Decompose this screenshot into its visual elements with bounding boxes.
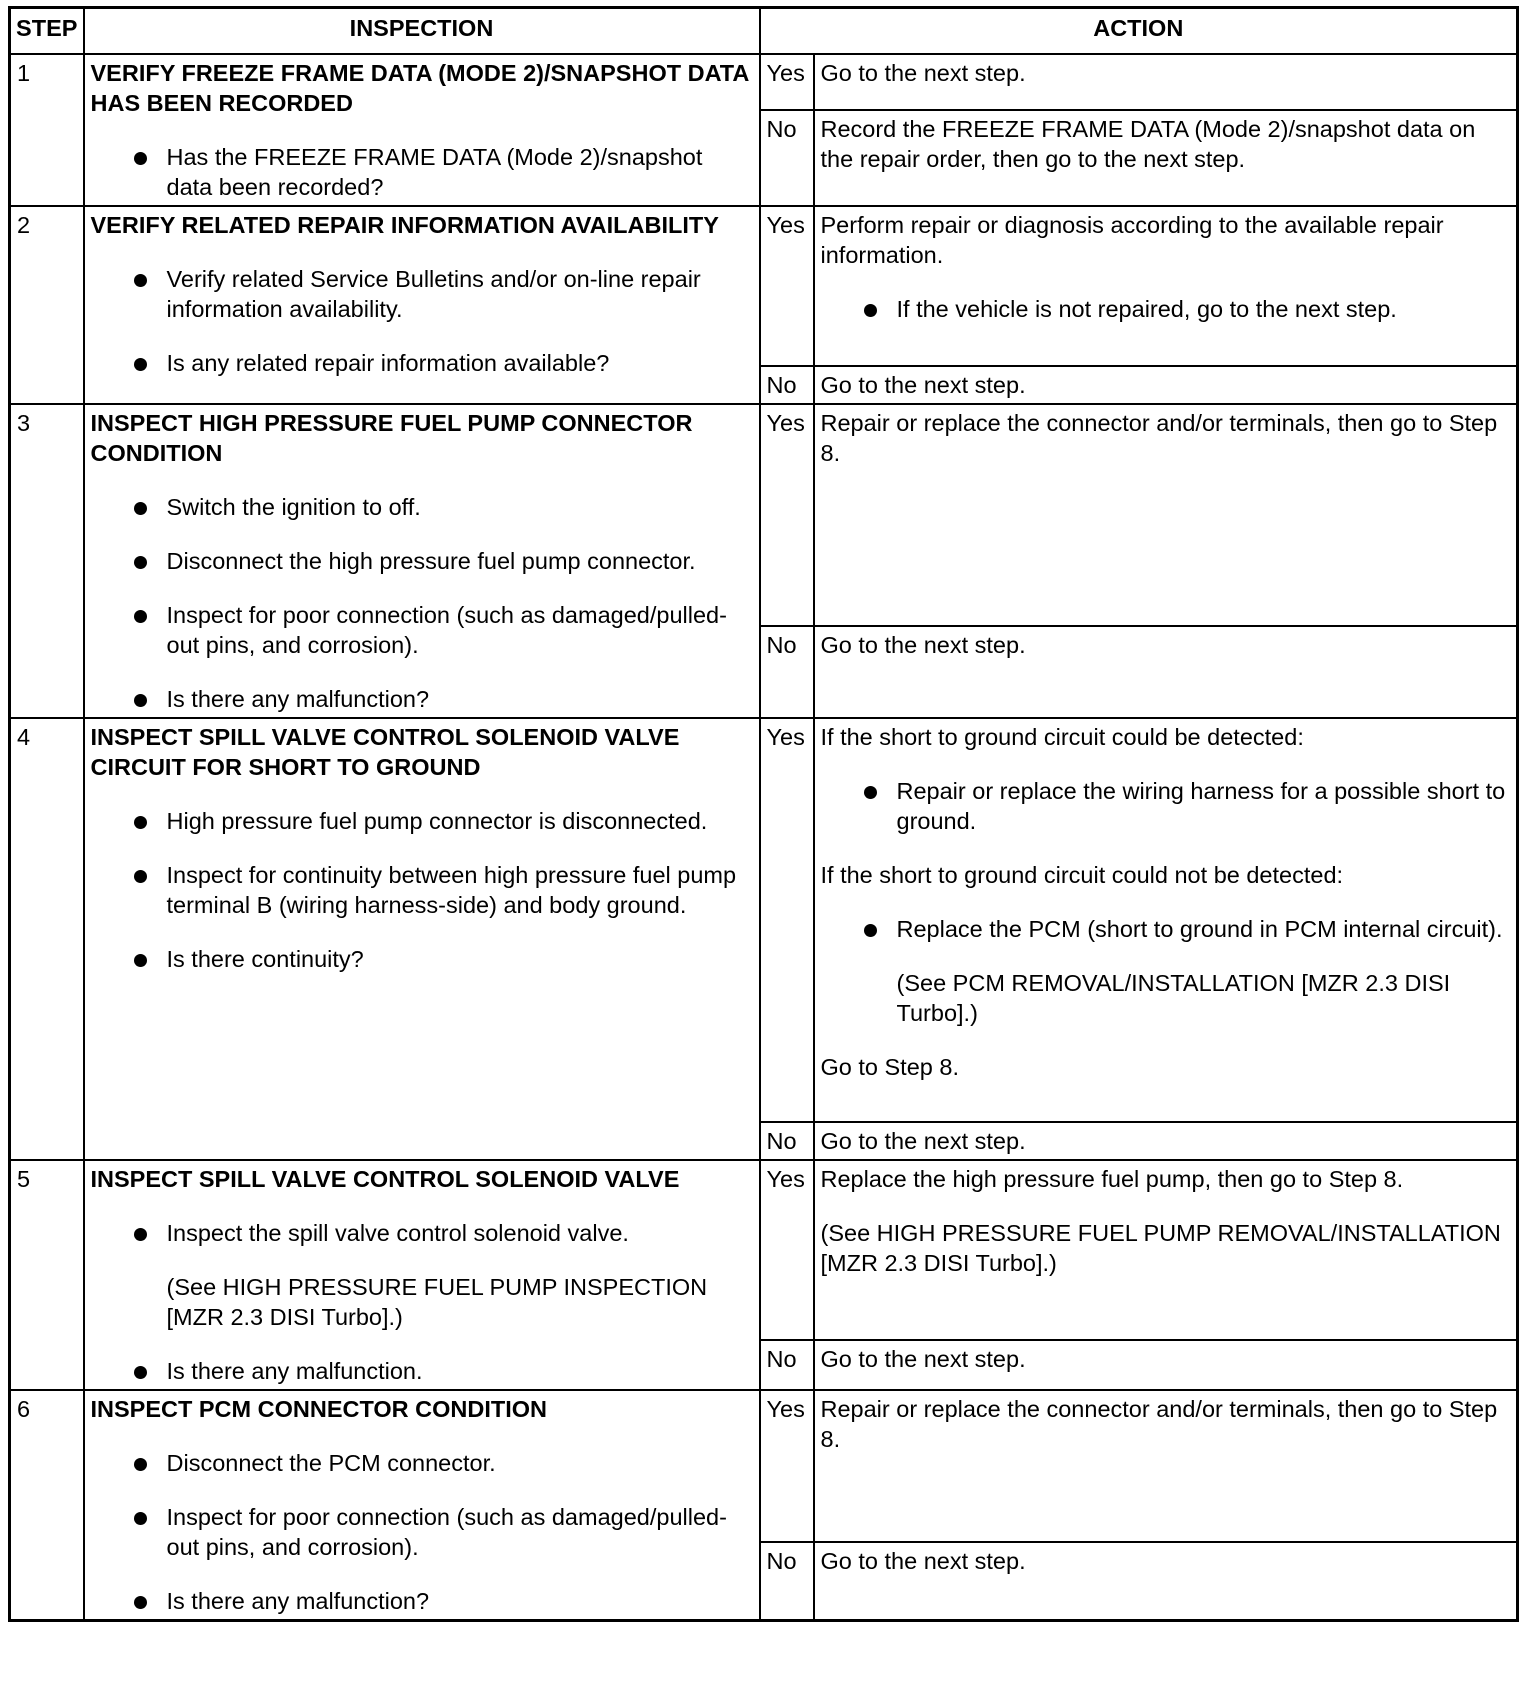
step-3-yes-row: [10, 404, 1518, 626]
yes-action-text: Perform repair or diagnosis according to the available repair information.: [820, 212, 1444, 268]
no-label: No: [760, 110, 814, 206]
step-4-yes-row: [10, 718, 1518, 1122]
yes-action: [814, 718, 1518, 1122]
diagnostic-table: [8, 6, 1519, 1622]
header-inspection: INSPECTION: [84, 8, 760, 55]
step-inspection: [84, 54, 760, 206]
inspection-bullets: [91, 1448, 753, 1616]
inspection-bullets: [91, 1356, 753, 1386]
reference-text: (See HIGH PRESSURE FUEL PUMP INSPECTION [MZR 2.3 DISI Turbo].): [166, 1274, 708, 1330]
inspection-bullet: Inspect for poor connection (such as damaged/pulled-out pins, and corrosion).: [91, 1502, 753, 1562]
step-inspection: [84, 404, 760, 718]
yes-label: Yes: [760, 718, 814, 1122]
inspection-bullet: Inspect for continuity between high pressure fuel pump terminal B (wiring harness-side) and body ground.: [91, 860, 753, 920]
step-inspection: [84, 1160, 760, 1390]
action-bullet: Replace the PCM (short to ground in PCM internal circuit).: [821, 914, 1511, 944]
inspection-bullet: Disconnect the PCM connector.: [91, 1448, 753, 1478]
header-step: STEP: [10, 8, 84, 55]
step-number: 2: [10, 206, 84, 404]
step-number: 5: [10, 1160, 84, 1390]
step-title: INSPECT SPILL VALVE CONTROL SOLENOID VALVE: [90, 1166, 680, 1192]
step-2-yes-row: [10, 206, 1518, 366]
step-number: 4: [10, 718, 84, 1160]
no-label: No: [760, 1340, 814, 1390]
yes-action-text: Replace the high pressure fuel pump, then go to Step 8.: [820, 1166, 1404, 1192]
reference-text: (See PCM REMOVAL/INSTALLATION [MZR 2.3 DISI Turbo].): [896, 970, 1451, 1026]
yes-label: Yes: [760, 1160, 814, 1340]
no-action: Go to the next step.: [814, 626, 1518, 718]
inspection-bullet: Disconnect the high pressure fuel pump connector.: [91, 546, 753, 576]
no-action: Go to the next step.: [814, 366, 1518, 404]
step-6-yes-row: [10, 1390, 1518, 1542]
step-number: 6: [10, 1390, 84, 1621]
action-bullets: [821, 914, 1511, 944]
inspection-bullets: [91, 142, 753, 202]
action-bullets: [821, 294, 1511, 324]
reference-text: (See HIGH PRESSURE FUEL PUMP REMOVAL/INSTALLATION [MZR 2.3 DISI Turbo].): [820, 1220, 1501, 1276]
action-bullet: If the vehicle is not repaired, go to the next step.: [821, 294, 1511, 324]
yes-action: [814, 206, 1518, 366]
inspection-bullet: Is any related repair information available?: [91, 348, 753, 378]
no-action: Go to the next step.: [814, 1542, 1518, 1621]
inspection-bullets: [91, 264, 753, 378]
inspection-bullets: [91, 806, 753, 974]
yes-action: Go to the next step.: [814, 54, 1518, 110]
yes-intro: If the short to ground circuit could be detected:: [820, 724, 1304, 750]
header-row: [10, 8, 1518, 55]
step-title: VERIFY RELATED REPAIR INFORMATION AVAILABILITY: [90, 212, 719, 238]
no-action: Go to the next step.: [814, 1340, 1518, 1390]
action-bullet: Repair or replace the wiring harness for a possible short to ground.: [821, 776, 1511, 836]
inspection-bullet: Has the FREEZE FRAME DATA (Mode 2)/snapshot data been recorded?: [91, 142, 753, 202]
inspection-bullet: Inspect the spill valve control solenoid valve.: [91, 1218, 753, 1248]
step-title: INSPECT HIGH PRESSURE FUEL PUMP CONNECTOR CONDITION: [90, 410, 693, 466]
step-1-yes-row: [10, 54, 1518, 110]
inspection-bullets: [91, 492, 753, 714]
inspection-bullet: Switch the ignition to off.: [91, 492, 753, 522]
step-5-yes-row: [10, 1160, 1518, 1340]
inspection-bullet: Is there any malfunction?: [91, 1586, 753, 1616]
inspection-bullet: Is there continuity?: [91, 944, 753, 974]
yes-intro: If the short to ground circuit could not be detected:: [820, 862, 1344, 888]
yes-action: Repair or replace the connector and/or terminals, then go to Step 8.: [814, 1390, 1518, 1542]
no-action: Go to the next step.: [814, 1122, 1518, 1160]
no-label: No: [760, 626, 814, 718]
no-label: No: [760, 366, 814, 404]
inspection-bullet: Inspect for poor connection (such as damaged/pulled-out pins, and corrosion).: [91, 600, 753, 660]
goto-text: Go to Step 8.: [820, 1054, 959, 1080]
inspection-bullet: Is there any malfunction.: [91, 1356, 753, 1386]
yes-label: Yes: [760, 54, 814, 110]
no-label: No: [760, 1122, 814, 1160]
step-inspection: [84, 206, 760, 404]
step-number: 3: [10, 404, 84, 718]
inspection-bullet: Is there any malfunction?: [91, 684, 753, 714]
yes-label: Yes: [760, 206, 814, 366]
yes-label: Yes: [760, 1390, 814, 1542]
header-action: ACTION: [760, 8, 1518, 55]
inspection-bullet: High pressure fuel pump connector is disconnected.: [91, 806, 753, 836]
inspection-bullet: Verify related Service Bulletins and/or on-line repair information availability.: [91, 264, 753, 324]
no-label: No: [760, 1542, 814, 1621]
step-number: 1: [10, 54, 84, 206]
step-inspection: [84, 1390, 760, 1621]
yes-action: [814, 1160, 1518, 1340]
step-title: INSPECT SPILL VALVE CONTROL SOLENOID VALVE CIRCUIT FOR SHORT TO GROUND: [90, 724, 680, 780]
inspection-bullets: [91, 1218, 753, 1248]
yes-label: Yes: [760, 404, 814, 626]
no-action: Record the FREEZE FRAME DATA (Mode 2)/snapshot data on the repair order, then go to the next step.: [814, 110, 1518, 206]
step-title: VERIFY FREEZE FRAME DATA (MODE 2)/SNAPSHOT DATA HAS BEEN RECORDED: [90, 60, 749, 116]
action-bullets: [821, 776, 1511, 836]
step-inspection: [84, 718, 760, 1160]
yes-action: Repair or replace the connector and/or terminals, then go to Step 8.: [814, 404, 1518, 626]
step-title: INSPECT PCM CONNECTOR CONDITION: [90, 1396, 548, 1422]
